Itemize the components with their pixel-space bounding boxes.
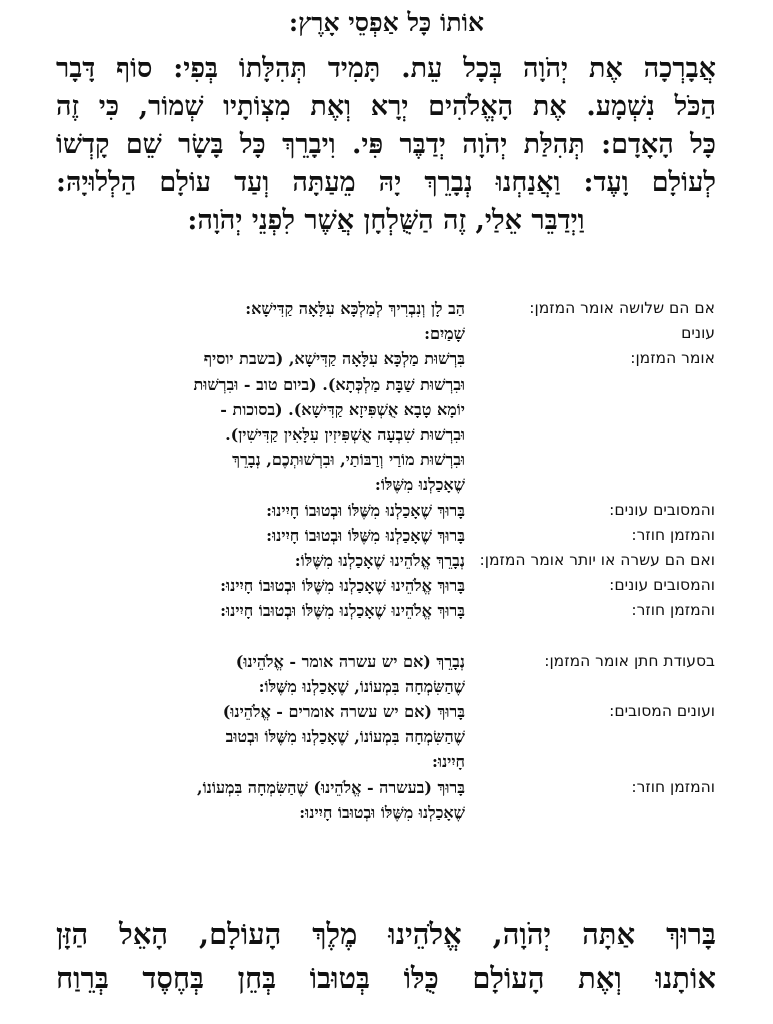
intro-line: כָּל הָאָדָם: תְּהִלַּת יְהֹוָה יְדַבֶּר פִּי. וִיבָרֵךְ כָּל בָּשָׂר שֵׁם קָדְשׁוֹ <box>56 129 716 160</box>
prayer-text: נְבָרֵךְ אֱלֹהֵינוּ שֶׁאָכַלְנוּ מִשֶּׁלּוֹ: <box>294 551 465 571</box>
zimun-row <box>55 346 715 497</box>
prayer-line: חָיִינוּ: <box>431 752 465 772</box>
zimun-row <box>55 649 715 699</box>
instruction-label: אם הם שלושה אומר המזמן: <box>529 299 715 317</box>
instruction-label: ועונים המסובים: <box>609 702 715 721</box>
prayer-text: הַב לָן וְנִבְרִיךְ לְמַלְכָּא עִלָּאָה קַדִּישָׁא: <box>245 299 465 318</box>
prayer-line: בָּרוּךְ (אם יש עשרה אומרים - אֱלֹהֵינוּ) <box>222 702 465 722</box>
zimun-row <box>55 548 715 573</box>
zimun-row <box>55 321 715 346</box>
prayer-text <box>55 775 465 825</box>
prayer-line: בִּרְשׁוּת מַלְכָּא עִלָּאָה קַדִּישָׁא, (בשבת יוסיף <box>203 349 465 369</box>
prayer-text: בָּרוּךְ אֱלֹהֵינוּ שֶׁאָכַלְנוּ מִשֶּׁלּוֹ וּבְטוּבוֹ חָיִינוּ: <box>220 601 465 621</box>
intro-line: הַכֹּל נִשְׁמָע. אֶת הָאֱלֹהִים יְרָא וְאֶת מִצְוֹתָיו שְׁמוֹר, כִּי זֶה <box>56 91 716 122</box>
blessing-line: אוֹתָנוּ וְאֶת הָעוֹלָם כֻּלּוֹ בְּטוּבוֹ בְּחֵן בְּחֶסֶד בְּרֵוַח <box>56 961 716 995</box>
instruction-label: והמזמן חוזר: <box>631 777 715 796</box>
prayer-line: וּבִרְשׁוּת שַׁבָּת מַלְכְּתָא). (ביום טוב - וּבִרְשׁוּת <box>193 374 465 394</box>
prayer-text: בָּרוּךְ שֶׁאָכַלְנוּ מִשֶּׁלּוֹ וּבְטוּבוֹ חָיִינוּ: <box>266 500 465 520</box>
prayer-text <box>55 346 465 497</box>
instruction-label: עונים <box>681 324 715 343</box>
zimun-row <box>55 296 715 321</box>
instruction-label: והמזמן חוזר: <box>631 601 715 620</box>
prayer-text: בָּרוּךְ שֶׁאָכַלְנוּ מִשֶּׁלּוֹ וּבְטוּבוֹ חָיִינוּ: <box>266 525 465 545</box>
prayer-line: וּבִרְשׁוּת שִׁבְעָה אֻשְׁפִּיזִין עִלָּאִין קַדִּישִׁין). <box>225 425 465 445</box>
prayer-text <box>55 699 465 775</box>
prayer-text <box>55 649 465 699</box>
prayer-text: בָּרוּךְ אֱלֹהֵינוּ שֶׁאָכַלְנוּ מִשֶּׁלּוֹ וּבְטוּבוֹ חָיִינוּ: <box>220 576 465 596</box>
zimun-row <box>55 523 715 548</box>
instruction-label: בסעודת חתן אומר המזמן: <box>544 651 715 670</box>
blessing-paragraph <box>56 912 716 1000</box>
zimun-section <box>55 296 715 825</box>
prayer-line: שֶׁאָכַלְנוּ מִשֶּׁלּוֹ וּבְטוּבוֹ חָיִינוּ: <box>299 802 465 822</box>
intro-verses <box>56 50 716 240</box>
zimun-row <box>55 573 715 598</box>
intro-line: לְעוֹלָם וָעֶד: וַאֲנַחְנוּ נְבָרֵךְ יָהּ מֵעַתָּה וְעַד עוֹלָם הַלְלוּיָהּ: <box>56 167 716 198</box>
instruction-label: אומר המזמן: <box>630 349 715 368</box>
prayer-line: יוֹמָא טָבָא אֻשְׁפִּיזָא קַדִּישָׁא). (בסוכות - <box>220 399 465 419</box>
prayer-line: שֶׁאָכַלְנוּ מִשֶּׁלּוֹ: <box>374 475 465 495</box>
zimun-row <box>55 598 715 623</box>
instruction-label: והמסובים עונים: <box>609 500 715 519</box>
prayer-line: נְבָרֵךְ (אם יש עשרה אומר - אֱלֹהֵינוּ) <box>235 651 465 671</box>
prayer-line: בָּרוּךְ (בעשרה - אֱלֹהֵינוּ) שֶׁהַשִּׂמְחָה בִּמְעוֹנוֹ, <box>197 777 465 797</box>
instruction-label: והמזמן חוזר: <box>631 525 715 544</box>
instruction-label: והמסובים עונים: <box>609 576 715 595</box>
prayer-line: שֶׁהַשִּׂמְחָה בִּמְעוֹנוֹ, שֶׁאָכַלְנוּ מִשֶּׁלּוֹ: <box>258 676 465 696</box>
top-verse-line: אוֹתוֹ כָּל אַפְסֵי אָרֶץ: <box>288 8 485 37</box>
zimun-row <box>55 775 715 825</box>
zimun-row <box>55 699 715 775</box>
instruction-label: ואם הם עשרה או יותר אומר המזמן: <box>479 551 715 570</box>
blessing-line: בָּרוּךְ אַתָּה יְהֹוָה, אֱלֹהֵינוּ מֶלֶךְ הָעוֹלָם, הָאֵל הַזָּן <box>56 917 716 951</box>
zimun-row <box>55 498 715 523</box>
prayer-line: וּבִרְשׁוּת מוֹרַי וְרַבּוֹתַי, וּבִרְשׁוּתְכֶם, נְבָרֵךְ <box>232 450 465 470</box>
prayer-text: שָׁמַיִם: <box>424 324 465 344</box>
intro-line-centered: וַיְדַבֵּר אֵלַי, זֶה הַשֻּׁלְחָן אֲשֶׁר לִפְנֵי יְהֹוָה: <box>187 205 585 236</box>
prayer-line: שֶׁהַשִּׂמְחָה בִּמְעוֹנוֹ, שֶׁאָכַלְנוּ מִשֶּׁלּוֹ וּבְטוּב <box>225 727 465 747</box>
section-spacer <box>55 624 715 649</box>
intro-line: אֲבָרְכָה אֶת יְהֹוָה בְּכָל עֵת. תָּמִיד תְּהִלָּתוֹ בְּפִי: סוֹף דָּבָר <box>56 53 716 84</box>
